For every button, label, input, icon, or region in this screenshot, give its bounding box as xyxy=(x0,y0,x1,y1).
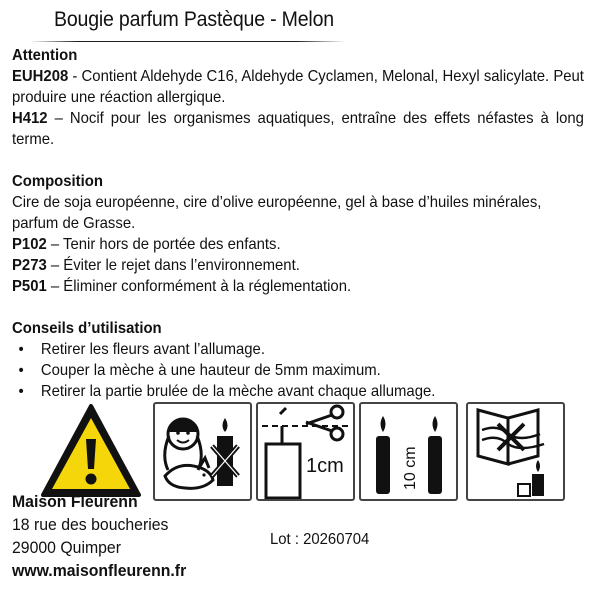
list-item: • Couper la mèche à une hauteur de 5mm maximum. xyxy=(12,360,584,381)
title-divider xyxy=(30,41,345,42)
p102-statement xyxy=(12,234,584,255)
keep-away-from-children-and-pets-icon xyxy=(153,402,252,501)
company-street: 18 rue des boucheries xyxy=(12,515,169,534)
product-title: Bougie parfum Pastèque - Melon xyxy=(54,8,334,31)
h-text: – Nocif pour les organismes aquatiques, entraîne des effets néfastes à long terme. xyxy=(12,110,584,148)
candle-distance-icon xyxy=(359,402,458,501)
euh-text: - Contient Aldehyde C16, Aldehyde Cyclamen, Melonal, Hexyl salicylate. Peut produire une réaction allergique. xyxy=(12,68,584,106)
wick-height-label: 1cm xyxy=(306,455,344,477)
wick-trim-icon xyxy=(256,402,355,501)
h-code: H412 xyxy=(12,110,48,127)
label-body xyxy=(12,45,584,402)
no-draft-icon xyxy=(466,402,565,501)
attention-heading: Attention xyxy=(12,47,78,64)
company-name: Maison Fleurenn xyxy=(12,492,138,511)
euh-statement xyxy=(12,66,584,108)
composition-heading: Composition xyxy=(12,173,103,190)
usage-list xyxy=(12,339,584,402)
h-statement xyxy=(12,108,584,150)
company-city: 29000 Quimper xyxy=(12,538,121,557)
composition-text: Cire de soja européenne, cire d’olive européenne, gel à base d’huiles minérales, parfum de Grasse. xyxy=(12,194,542,232)
usage-heading: Conseils d’utilisation xyxy=(12,320,162,337)
company-website: www.maisonfleurenn.fr xyxy=(12,561,187,580)
p-text: – Éliminer conformément à la réglementation. xyxy=(46,278,352,295)
p-code: P501 xyxy=(12,278,47,295)
p-text: – Éviter le rejet dans l’environnement. xyxy=(46,257,300,274)
p-code: P273 xyxy=(12,257,47,274)
list-item: • Retirer la partie brulée de la mèche avant chaque allumage. xyxy=(12,381,584,402)
p-text: – Tenir hors de portée des enfants. xyxy=(46,236,281,253)
list-item: • Retirer les fleurs avant l’allumage. xyxy=(12,339,584,360)
lot-number: Lot : 20260704 xyxy=(270,531,370,548)
p-code: P102 xyxy=(12,236,47,253)
p501-statement xyxy=(12,276,584,297)
exclamation-warning-icon xyxy=(40,403,142,499)
company-address xyxy=(12,490,254,582)
p273-statement xyxy=(12,255,584,276)
euh-code: EUH208 xyxy=(12,68,69,85)
candle-distance-label: 10 cm xyxy=(402,446,419,490)
